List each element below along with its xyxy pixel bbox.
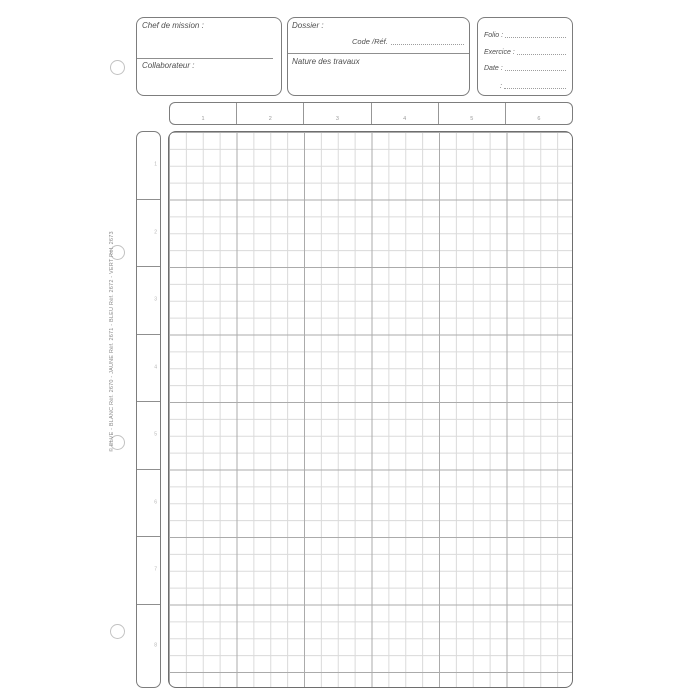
row-number: 7 xyxy=(154,566,157,573)
mission-box-divider xyxy=(137,58,273,59)
code-ref-dotted-line xyxy=(391,44,464,45)
meta-header-box xyxy=(477,17,573,96)
column-number: 6 xyxy=(537,115,541,122)
mission-header-box xyxy=(136,17,282,96)
row-number-strip xyxy=(136,131,161,688)
row-section-2 xyxy=(137,200,160,268)
date-label: Date : xyxy=(484,65,503,72)
row-number: 6 xyxy=(154,499,157,506)
row-section-6 xyxy=(137,470,160,538)
folio-dotted-line xyxy=(505,37,566,38)
chef-de-mission-label: Chef de mission : xyxy=(142,21,204,30)
row-number: 8 xyxy=(154,642,157,649)
row-number: 5 xyxy=(154,431,157,438)
row-section-3 xyxy=(137,267,160,335)
row-section-5 xyxy=(137,402,160,470)
row-number: 1 xyxy=(154,161,157,168)
punch-hole-bottom xyxy=(110,624,125,639)
date-dotted-line xyxy=(505,70,566,71)
dossier-header-box xyxy=(287,17,470,96)
column-number-strip xyxy=(169,102,573,125)
column-number: 2 xyxy=(268,115,272,122)
row-section-7 xyxy=(137,537,160,605)
column-cell-5 xyxy=(439,103,506,124)
row-number: 3 xyxy=(154,296,157,303)
folio-label: Folio : xyxy=(484,32,504,39)
dossier-box-divider xyxy=(288,53,469,54)
column-number: 5 xyxy=(470,115,474,122)
folio-field xyxy=(484,32,566,39)
date-field xyxy=(484,65,566,72)
exercice-label: Exercice : xyxy=(484,49,515,56)
column-number: 1 xyxy=(201,115,205,122)
dossier-label: Dossier : xyxy=(292,21,324,30)
column-number: 4 xyxy=(403,115,407,122)
row-section-1 xyxy=(137,132,160,200)
code-ref-field xyxy=(352,37,464,46)
exercice-dotted-line xyxy=(517,54,566,55)
manufacturer-imprint: © ELVE - BLANC Réf. 2670 - JAUNE Réf. 2671 - BLEU Réf. 2672 - VERT Réf. 2673 xyxy=(109,231,115,452)
column-cell-3 xyxy=(304,103,371,124)
row-number: 4 xyxy=(154,364,157,371)
exercice-field xyxy=(484,49,566,56)
quadrille-grid xyxy=(168,131,573,688)
code-ref-label: Code /Réf. xyxy=(352,37,388,46)
column-cell-4 xyxy=(372,103,439,124)
row-number: 2 xyxy=(154,229,157,236)
nature-des-travaux-label: Nature des travaux xyxy=(292,57,360,66)
collaborateur-label: Collaborateur : xyxy=(142,61,195,70)
row-section-4 xyxy=(137,335,160,403)
column-cell-1 xyxy=(170,103,237,124)
extra-field-label: : xyxy=(500,83,502,90)
extra-field xyxy=(500,83,566,90)
punch-hole-top xyxy=(110,60,125,75)
extra-dotted-line xyxy=(504,88,566,89)
column-cell-2 xyxy=(237,103,304,124)
column-cell-6 xyxy=(506,103,572,124)
row-section-8 xyxy=(137,605,160,688)
column-number: 3 xyxy=(335,115,339,122)
